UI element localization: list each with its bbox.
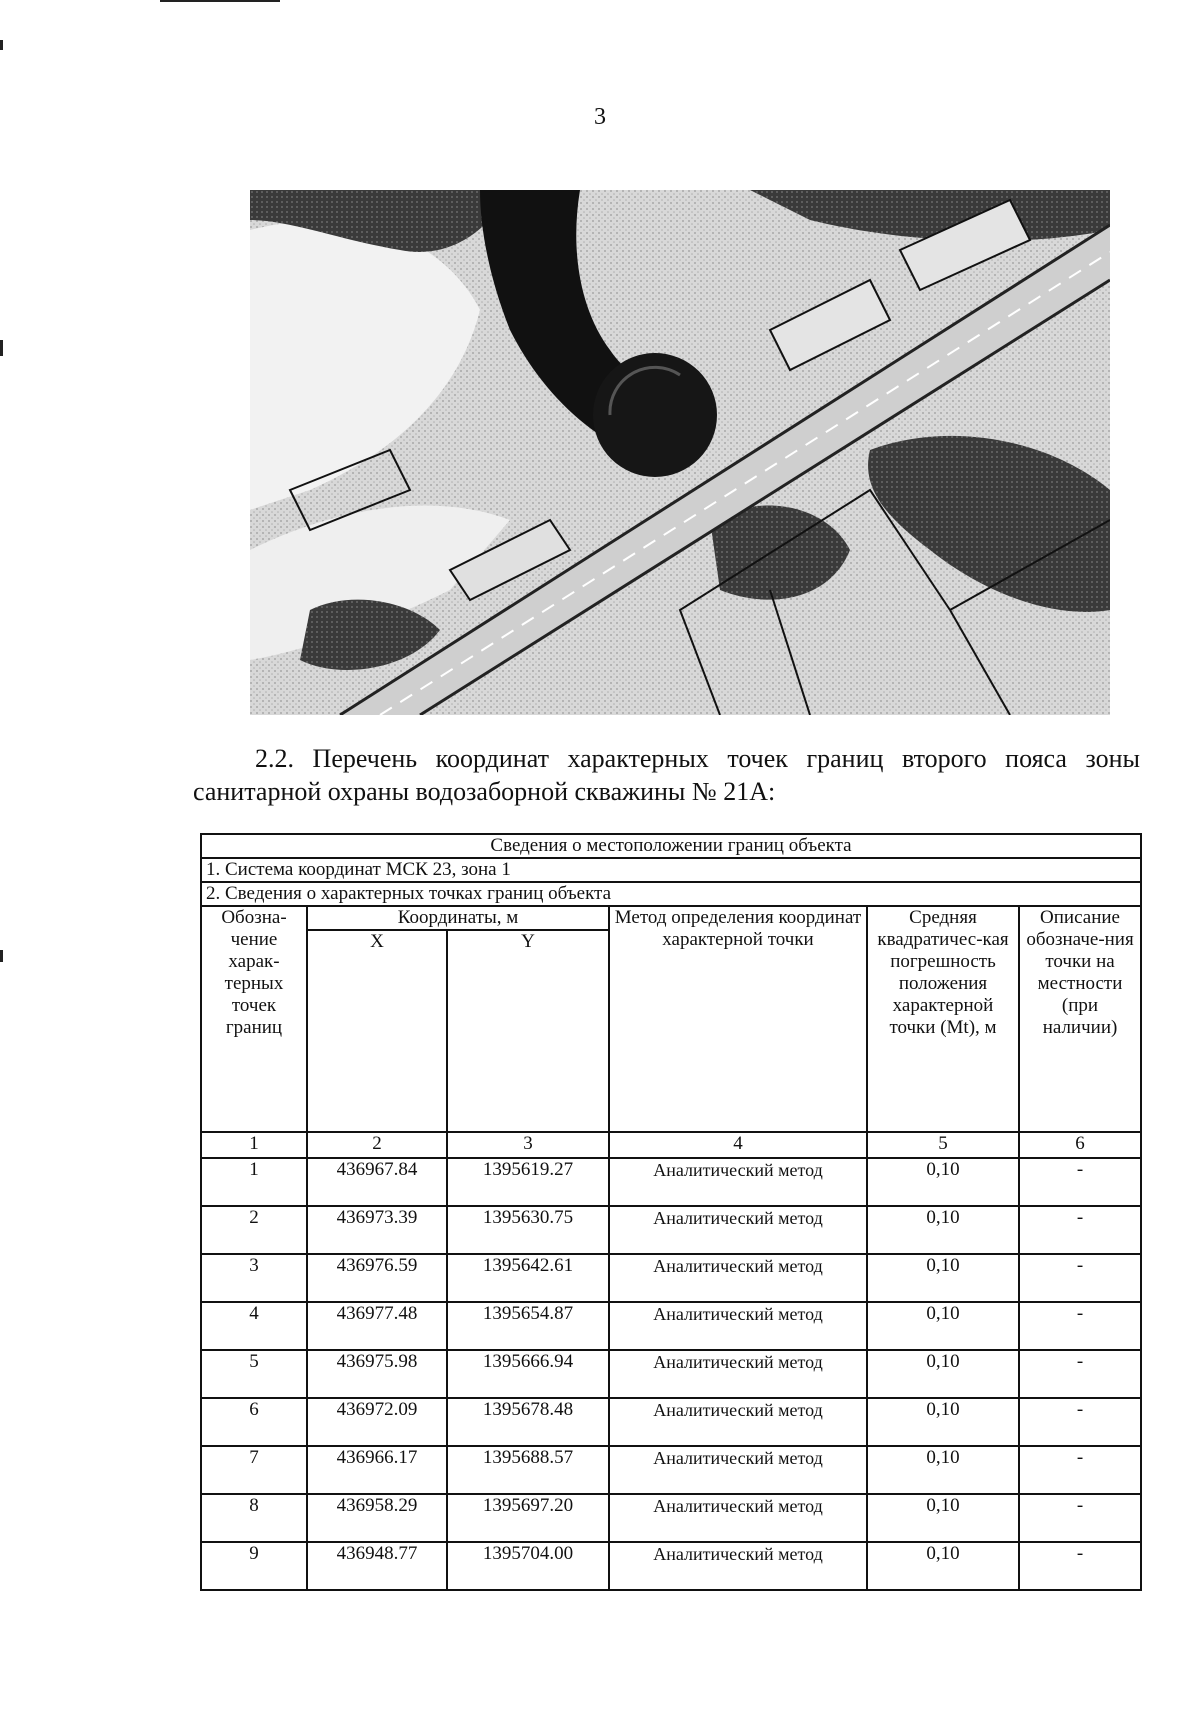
point-number: 7 — [201, 1446, 307, 1494]
table-row — [201, 1254, 1141, 1302]
mean-error: 0,10 — [867, 1446, 1019, 1494]
point-number: 8 — [201, 1494, 307, 1542]
point-description: - — [1019, 1446, 1141, 1494]
coord-x: 436967.84 — [307, 1158, 447, 1206]
coord-y: 1395678.48 — [447, 1398, 609, 1446]
coord-y: 1395666.94 — [447, 1350, 609, 1398]
mean-error: 0,10 — [867, 1350, 1019, 1398]
point-number: 6 — [201, 1398, 307, 1446]
coordinate-system: 1. Система координат МСК 23, зона 1 — [201, 858, 1141, 882]
point-number: 3 — [201, 1254, 307, 1302]
table-row — [201, 1206, 1141, 1254]
page-number: 3 — [594, 104, 606, 130]
method: Аналитический метод — [609, 1158, 867, 1206]
coordinates-table — [200, 833, 1142, 1591]
coord-y: 1395619.27 — [447, 1158, 609, 1206]
table-row — [201, 1302, 1141, 1350]
method: Аналитический метод — [609, 1542, 867, 1590]
cadastral-aerial-map-icon — [250, 190, 1110, 715]
table-row — [201, 1446, 1141, 1494]
coord-x: 436948.77 — [307, 1542, 447, 1590]
point-number: 2 — [201, 1206, 307, 1254]
header-method: Метод определения координат характерной точки — [609, 906, 867, 1132]
coord-x: 436966.17 — [307, 1446, 447, 1494]
point-description: - — [1019, 1350, 1141, 1398]
coord-x: 436976.59 — [307, 1254, 447, 1302]
header-designation: Обозна-чение харак-терных точек границ — [201, 906, 307, 1132]
section-caption: 2. Сведения о характерных точках границ объекта — [201, 882, 1141, 906]
method: Аналитический метод — [609, 1350, 867, 1398]
table-title: Сведения о местоположении границ объекта — [201, 834, 1141, 858]
coord-x: 436958.29 — [307, 1494, 447, 1542]
table-row — [201, 1158, 1141, 1206]
table-row — [201, 1542, 1141, 1590]
paragraph-text: 2.2. Перечень координат характерных точек границ второго пояса зоны санитарной охраны водозаборной скважины № 21А: — [193, 744, 1140, 806]
coord-y: 1395642.61 — [447, 1254, 609, 1302]
point-number: 9 — [201, 1542, 307, 1590]
method: Аналитический метод — [609, 1206, 867, 1254]
column-numbers-row — [201, 1132, 1141, 1158]
scan-edge-mark — [0, 950, 3, 962]
mean-error: 0,10 — [867, 1206, 1019, 1254]
mean-error: 0,10 — [867, 1158, 1019, 1206]
method: Аналитический метод — [609, 1398, 867, 1446]
method: Аналитический метод — [609, 1302, 867, 1350]
header-error: Средняя квадратичес-кая погрешность положения характерной точки (Mt), м — [867, 906, 1019, 1132]
point-number: 5 — [201, 1350, 307, 1398]
point-number: 1 — [201, 1158, 307, 1206]
cadastral-map-image — [250, 190, 1110, 715]
mean-error: 0,10 — [867, 1398, 1019, 1446]
table-row — [201, 1494, 1141, 1542]
column-number: 3 — [447, 1132, 609, 1158]
header-x: X — [307, 930, 447, 1132]
column-number: 6 — [1019, 1132, 1141, 1158]
coord-x: 436977.48 — [307, 1302, 447, 1350]
coord-y: 1395630.75 — [447, 1206, 609, 1254]
column-number: 2 — [307, 1132, 447, 1158]
section-paragraph — [193, 742, 1140, 808]
point-description: - — [1019, 1398, 1141, 1446]
coord-y: 1395704.00 — [447, 1542, 609, 1590]
point-description: - — [1019, 1542, 1141, 1590]
scan-top-line — [160, 0, 280, 2]
point-description: - — [1019, 1302, 1141, 1350]
column-number: 1 — [201, 1132, 307, 1158]
coord-y: 1395654.87 — [447, 1302, 609, 1350]
header-description: Описание обозначе-ния точки на местности (при наличии) — [1019, 906, 1141, 1132]
point-number: 4 — [201, 1302, 307, 1350]
scan-edge-mark — [0, 40, 3, 50]
mean-error: 0,10 — [867, 1254, 1019, 1302]
coord-x: 436975.98 — [307, 1350, 447, 1398]
table-row — [201, 1350, 1141, 1398]
header-coordinates: Координаты, м — [307, 906, 609, 930]
column-number: 5 — [867, 1132, 1019, 1158]
mean-error: 0,10 — [867, 1494, 1019, 1542]
point-description: - — [1019, 1254, 1141, 1302]
point-description: - — [1019, 1494, 1141, 1542]
coord-x: 436973.39 — [307, 1206, 447, 1254]
column-number: 4 — [609, 1132, 867, 1158]
coord-y: 1395688.57 — [447, 1446, 609, 1494]
method: Аналитический метод — [609, 1494, 867, 1542]
point-description: - — [1019, 1158, 1141, 1206]
scan-edge-mark — [0, 340, 3, 356]
coord-x: 436972.09 — [307, 1398, 447, 1446]
header-y: Y — [447, 930, 609, 1132]
coord-y: 1395697.20 — [447, 1494, 609, 1542]
point-description: - — [1019, 1206, 1141, 1254]
table-row — [201, 1398, 1141, 1446]
mean-error: 0,10 — [867, 1302, 1019, 1350]
mean-error: 0,10 — [867, 1542, 1019, 1590]
method: Аналитический метод — [609, 1446, 867, 1494]
method: Аналитический метод — [609, 1254, 867, 1302]
